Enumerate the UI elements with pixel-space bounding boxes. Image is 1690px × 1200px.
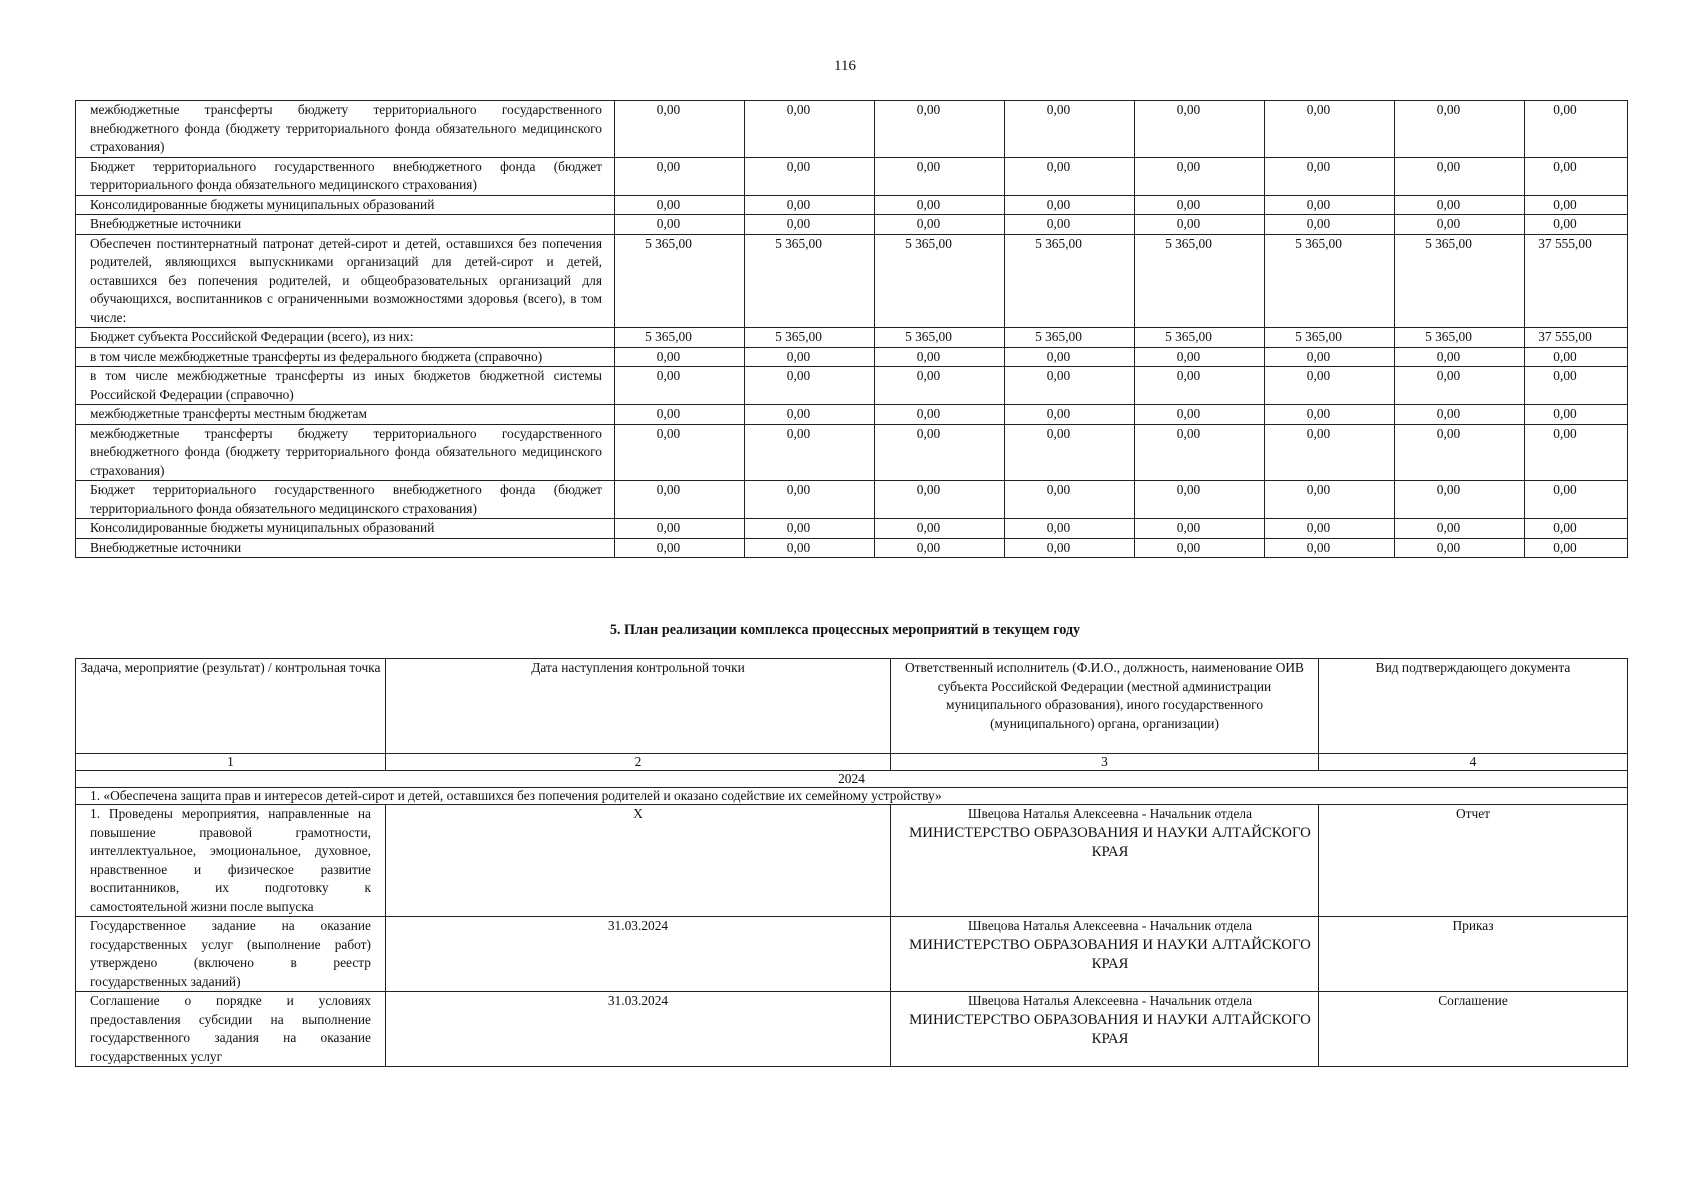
budget-value-cell: 0,00 <box>875 405 1005 425</box>
plan-item: 1. Проведены мероприятия, направленные на повышение правовой грамотности, интеллектуальное, эмоциональное, духовное, нравственное и физическое развитие воспитанников, их подготовку к самостоятельной жизни после выпуска <box>76 805 386 917</box>
budget-value-cell: 0,00 <box>745 347 875 367</box>
budget-value-cell: 0,00 <box>1135 538 1265 558</box>
header-date: Дата наступления контрольной точки <box>386 659 891 754</box>
plan-responsible <box>891 805 1319 917</box>
budget-value-cell: 0,00 <box>875 347 1005 367</box>
plan-table <box>75 658 1628 1067</box>
budget-value-cell: 0,00 <box>1265 367 1395 405</box>
budget-value-cell: 0,00 <box>1005 367 1135 405</box>
budget-value-cell: 5 365,00 <box>1005 234 1135 328</box>
budget-row <box>76 234 1628 328</box>
budget-value-cell: 5 365,00 <box>615 328 745 348</box>
budget-value-cell: 5 365,00 <box>875 234 1005 328</box>
budget-row-label: Бюджет территориального государственного внебюджетного фонда (бюджет территориального фонда обязательного медицинского страхования) <box>76 481 615 519</box>
budget-value-cell: 0,00 <box>615 195 745 215</box>
budget-row-label: Бюджет территориального государственного внебюджетного фонда (бюджет территориального фонда обязательного медицинского страхования) <box>76 157 615 195</box>
budget-value-cell: 0,00 <box>1005 215 1135 235</box>
plan-item: Государственное задание на оказание государственных услуг (выполнение работ) утверждено (включено в реестр государственных заданий) <box>76 917 386 992</box>
budget-value-cell: 0,00 <box>615 481 745 519</box>
budget-value-cell: 0,00 <box>1395 101 1525 158</box>
budget-value-cell: 0,00 <box>1005 347 1135 367</box>
column-number: 4 <box>1319 754 1628 771</box>
budget-value-cell: 0,00 <box>1265 215 1395 235</box>
budget-row-label: межбюджетные трансферты местным бюджетам <box>76 405 615 425</box>
budget-row-label: Консолидированные бюджеты муниципальных образований <box>76 519 615 539</box>
budget-value-cell: 0,00 <box>615 367 745 405</box>
budget-value-cell: 0,00 <box>1005 195 1135 215</box>
plan-item: Соглашение о порядке и условиях предоставления субсидии на выполнение государственного задания на оказание государственных услуг <box>76 992 386 1067</box>
budget-row <box>76 195 1628 215</box>
budget-value-cell: 0,00 <box>1135 101 1265 158</box>
budget-value-cell: 0,00 <box>875 157 1005 195</box>
budget-value-cell: 0,00 <box>1525 195 1628 215</box>
budget-value-cell: 0,00 <box>745 481 875 519</box>
responsible-person: Швецова Наталья Алексеевна - Начальник отдела <box>967 993 1253 1008</box>
header-responsible: Ответственный исполнитель (Ф.И.О., должность, наименование ОИВ субъекта Российской Федерации (местной администрации муниципального образования), иного государственного (муниципального) органа, организации) <box>891 659 1319 754</box>
budget-value-cell: 0,00 <box>1135 481 1265 519</box>
budget-value-cell: 0,00 <box>1265 424 1395 481</box>
column-number-row <box>76 754 1628 771</box>
budget-value-cell: 0,00 <box>745 195 875 215</box>
budget-row-label: в том числе межбюджетные трансферты из федерального бюджета (справочно) <box>76 347 615 367</box>
responsible-organization: МИНИСТЕРСТВО ОБРАЗОВАНИЯ И НАУКИ АЛТАЙСКОГО КРАЯ <box>909 824 1311 860</box>
responsible-person: Швецова Наталья Алексеевна - Начальник отдела <box>967 806 1253 821</box>
plan-row <box>76 992 1628 1067</box>
budget-row-label: межбюджетные трансферты бюджету территориального государственного внебюджетного фонда (бюджету территориального фонда обязательного медицинского страхования) <box>76 424 615 481</box>
budget-row <box>76 481 1628 519</box>
budget-value-cell: 0,00 <box>1395 424 1525 481</box>
budget-row-label: Консолидированные бюджеты муниципальных образований <box>76 195 615 215</box>
budget-value-cell: 0,00 <box>875 481 1005 519</box>
budget-value-cell: 5 365,00 <box>1135 328 1265 348</box>
budget-value-cell: 0,00 <box>1005 538 1135 558</box>
budget-row <box>76 519 1628 539</box>
budget-value-cell: 0,00 <box>1265 519 1395 539</box>
budget-value-cell: 0,00 <box>875 538 1005 558</box>
budget-value-cell: 0,00 <box>1525 367 1628 405</box>
budget-value-cell: 0,00 <box>615 157 745 195</box>
budget-value-cell: 0,00 <box>745 405 875 425</box>
budget-value-cell: 0,00 <box>1395 347 1525 367</box>
budget-value-cell: 0,00 <box>745 538 875 558</box>
budget-value-cell: 0,00 <box>1525 538 1628 558</box>
budget-value-cell: 0,00 <box>1135 215 1265 235</box>
page-number: 116 <box>834 58 856 74</box>
budget-row <box>76 405 1628 425</box>
responsible-organization: МИНИСТЕРСТВО ОБРАЗОВАНИЯ И НАУКИ АЛТАЙСКОГО КРАЯ <box>909 1011 1311 1047</box>
budget-value-cell: 0,00 <box>615 538 745 558</box>
budget-value-cell: 0,00 <box>875 367 1005 405</box>
budget-value-cell: 0,00 <box>1135 195 1265 215</box>
budget-value-cell: 0,00 <box>1395 405 1525 425</box>
budget-value-cell: 0,00 <box>615 347 745 367</box>
plan-row <box>76 917 1628 992</box>
budget-row <box>76 367 1628 405</box>
budget-value-cell: 0,00 <box>615 424 745 481</box>
budget-row-label: Внебюджетные источники <box>76 538 615 558</box>
budget-value-cell: 5 365,00 <box>1265 328 1395 348</box>
budget-value-cell: 0,00 <box>745 157 875 195</box>
budget-value-cell: 0,00 <box>1005 405 1135 425</box>
budget-value-cell: 5 365,00 <box>745 328 875 348</box>
budget-value-cell: 0,00 <box>1525 424 1628 481</box>
budget-row <box>76 347 1628 367</box>
budget-value-cell: 0,00 <box>1005 101 1135 158</box>
budget-value-cell: 5 365,00 <box>745 234 875 328</box>
budget-value-cell: 5 365,00 <box>1395 328 1525 348</box>
budget-value-cell: 0,00 <box>745 215 875 235</box>
budget-value-cell: 0,00 <box>745 367 875 405</box>
plan-document-type: Приказ <box>1319 917 1628 992</box>
year-label: 2024 <box>76 771 1628 788</box>
budget-row-label: Внебюджетные источники <box>76 215 615 235</box>
section-title: 5. План реализации комплекса процессных мероприятий в текущем году <box>609 622 1081 638</box>
budget-value-cell: 0,00 <box>1525 215 1628 235</box>
budget-value-cell: 5 365,00 <box>1005 328 1135 348</box>
plan-header-row <box>76 659 1628 754</box>
budget-value-cell: 0,00 <box>745 424 875 481</box>
budget-value-cell: 0,00 <box>1005 424 1135 481</box>
budget-value-cell: 0,00 <box>615 101 745 158</box>
budget-value-cell: 0,00 <box>745 519 875 539</box>
budget-row <box>76 215 1628 235</box>
budget-value-cell: 0,00 <box>1395 195 1525 215</box>
budget-value-cell: 0,00 <box>1005 481 1135 519</box>
budget-value-cell: 0,00 <box>1135 405 1265 425</box>
budget-value-cell: 5 365,00 <box>1265 234 1395 328</box>
budget-value-cell: 0,00 <box>1525 519 1628 539</box>
budget-value-cell: 0,00 <box>1525 347 1628 367</box>
plan-date: 31.03.2024 <box>386 917 891 992</box>
budget-value-cell: 0,00 <box>1265 538 1395 558</box>
responsible-person: Швецова Наталья Алексеевна - Начальник отдела <box>967 918 1253 933</box>
budget-value-cell: 0,00 <box>875 519 1005 539</box>
year-row <box>76 771 1628 788</box>
budget-row <box>76 157 1628 195</box>
budget-value-cell: 0,00 <box>615 405 745 425</box>
plan-date: 31.03.2024 <box>386 992 891 1067</box>
budget-value-cell: 0,00 <box>1525 405 1628 425</box>
budget-row-label: межбюджетные трансферты бюджету территориального государственного внебюджетного фонда (бюджету территориального фонда обязательного медицинского страхования) <box>76 101 615 158</box>
budget-table <box>75 100 1628 558</box>
budget-value-cell: 0,00 <box>1265 101 1395 158</box>
column-number: 1 <box>76 754 386 771</box>
budget-value-cell: 0,00 <box>1005 157 1135 195</box>
task-label: 1. «Обеспечена защита прав и интересов детей-сирот и детей, оставшихся без попечения родителей и оказано содействие их семейному устройству» <box>76 788 1628 805</box>
budget-value-cell: 0,00 <box>1265 405 1395 425</box>
budget-value-cell: 0,00 <box>1135 157 1265 195</box>
plan-date: X <box>386 805 891 917</box>
plan-document-type: Соглашение <box>1319 992 1628 1067</box>
budget-value-cell: 0,00 <box>1395 538 1525 558</box>
budget-value-cell: 0,00 <box>1135 367 1265 405</box>
header-document: Вид подтверждающего документа <box>1319 659 1628 754</box>
responsible-organization: МИНИСТЕРСТВО ОБРАЗОВАНИЯ И НАУКИ АЛТАЙСКОГО КРАЯ <box>909 936 1311 972</box>
plan-responsible <box>891 992 1319 1067</box>
budget-value-cell: 5 365,00 <box>1135 234 1265 328</box>
column-number: 2 <box>386 754 891 771</box>
plan-row <box>76 805 1628 917</box>
budget-value-cell: 0,00 <box>1265 157 1395 195</box>
budget-value-cell: 37 555,00 <box>1525 328 1628 348</box>
budget-value-cell: 0,00 <box>1395 481 1525 519</box>
budget-row <box>76 538 1628 558</box>
header-task: Задача, мероприятие (результат) / контрольная точка <box>76 659 386 754</box>
task-row <box>76 788 1628 805</box>
budget-value-cell: 0,00 <box>1135 424 1265 481</box>
budget-row <box>76 328 1628 348</box>
budget-value-cell: 0,00 <box>1135 519 1265 539</box>
budget-value-cell: 0,00 <box>1395 367 1525 405</box>
budget-value-cell: 0,00 <box>1005 519 1135 539</box>
budget-value-cell: 0,00 <box>615 215 745 235</box>
budget-row <box>76 101 1628 158</box>
budget-value-cell: 0,00 <box>1525 481 1628 519</box>
budget-value-cell: 5 365,00 <box>875 328 1005 348</box>
budget-row-label: Обеспечен постинтернатный патронат детей-сирот и детей, оставшихся без попечения родителей, являющихся выпускниками организаций для детей-сирот и детей, оставшихся без попечения родителей, и общеобразовательных организаций для обучающихся, воспитанников с ограниченными возможностями здоровья (всего), в том числе: <box>76 234 615 328</box>
budget-value-cell: 0,00 <box>1525 157 1628 195</box>
budget-row <box>76 424 1628 481</box>
budget-row-label: Бюджет субъекта Российской Федерации (всего), из них: <box>76 328 615 348</box>
budget-value-cell: 0,00 <box>1395 157 1525 195</box>
budget-value-cell: 0,00 <box>1265 347 1395 367</box>
column-number: 3 <box>891 754 1319 771</box>
budget-value-cell: 37 555,00 <box>1525 234 1628 328</box>
plan-responsible <box>891 917 1319 992</box>
budget-value-cell: 0,00 <box>1135 347 1265 367</box>
budget-value-cell: 0,00 <box>875 424 1005 481</box>
plan-document-type: Отчет <box>1319 805 1628 917</box>
budget-value-cell: 0,00 <box>1395 215 1525 235</box>
budget-value-cell: 0,00 <box>1395 519 1525 539</box>
budget-value-cell: 0,00 <box>875 215 1005 235</box>
budget-value-cell: 0,00 <box>745 101 875 158</box>
budget-value-cell: 0,00 <box>1265 195 1395 215</box>
budget-row-label: в том числе межбюджетные трансферты из иных бюджетов бюджетной системы Российской Федерации (справочно) <box>76 367 615 405</box>
budget-value-cell: 0,00 <box>875 101 1005 158</box>
budget-value-cell: 5 365,00 <box>1395 234 1525 328</box>
budget-value-cell: 0,00 <box>875 195 1005 215</box>
budget-value-cell: 0,00 <box>1265 481 1395 519</box>
budget-value-cell: 0,00 <box>615 519 745 539</box>
budget-value-cell: 5 365,00 <box>615 234 745 328</box>
budget-value-cell: 0,00 <box>1525 101 1628 158</box>
